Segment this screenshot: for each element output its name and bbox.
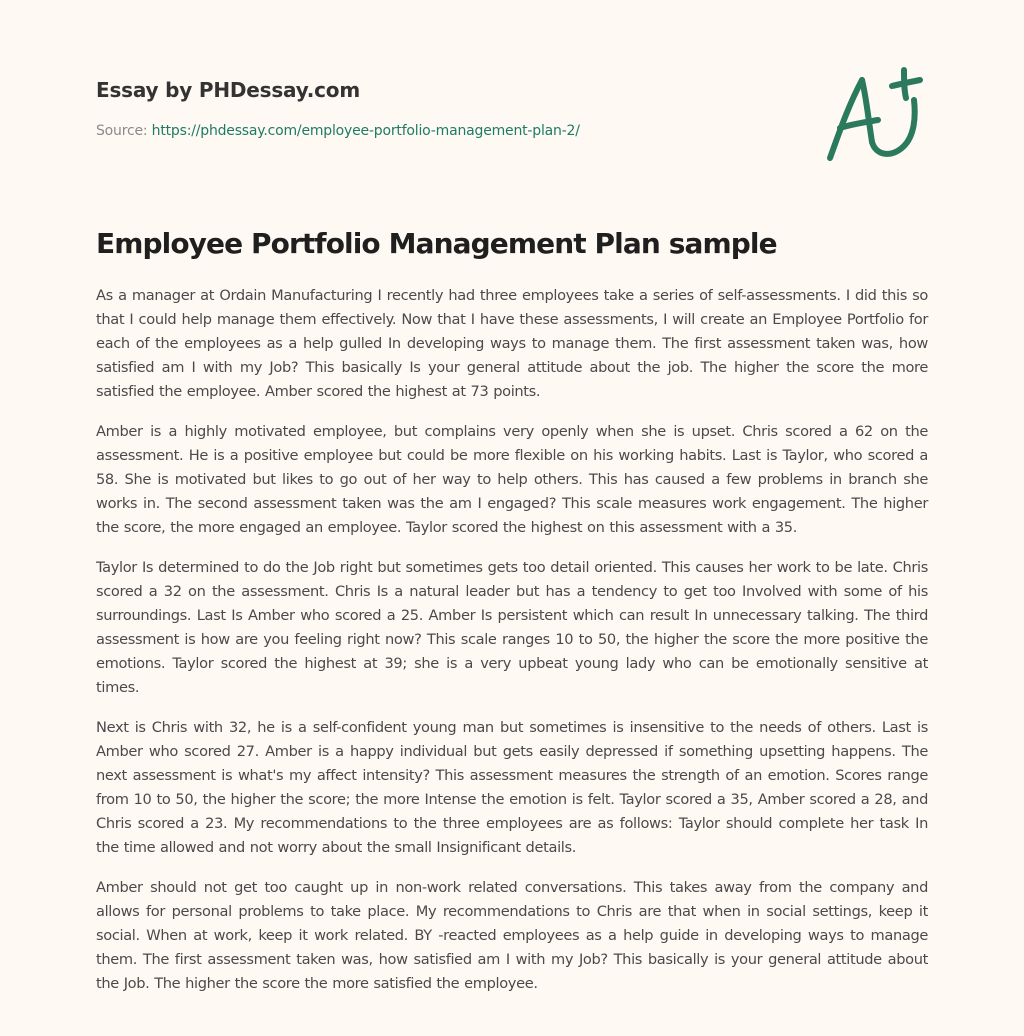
- essay-paragraph: Amber is a highly motivated employee, but complains very openly when she is upset. Chris scored a 62 on the assessment. He is a positive employee but could be more flexible on his working habits. Last is Taylor, who scored a 58. She is motivated but likes to go out of her way to help others. This has caused a few problems in branch she works in. The second assessment taken was the am I engaged? This scale measures work engagement. The higher the score, the more engaged an employee. Taylor scored the highest on this assessment with a 35.: [96, 423, 928, 536]
- page-title: Employee Portfolio Management Plan sample: [96, 227, 777, 260]
- site-header: [96, 76, 816, 141]
- essay-paragraph: Next is Chris with 32, he is a self-confident young man but sometimes is insensitive to the needs of others. Last is Amber who scored 27. Amber is a happy individual but gets easily depressed if something upsetting happens. The next assessment is what's my affect intensity? This assessment measures the strength of an emotion. Scores range from 10 to 50, the higher the score; the more Intense the emotion is felt. Taylor scored a 35, Amber scored a 28, and Chris scored a 23. My recommendations to the three employees are as follows: Taylor should complete her task In the time allowed and not worry about the small Insignificant details.: [96, 719, 928, 856]
- essay-body: [96, 284, 928, 1012]
- a-plus-grade-icon: [820, 66, 930, 166]
- essay-paragraph: Amber should not get too caught up in non-work related conversations. This takes away from the company and allows for personal problems to take place. My recommendations to Chris are that when in social settings, keep it social. When at work, keep it work related. BY -reacted employees as a help guide in developing ways to manage them. The first assessment taken was, how satisfied am I with my Job? This basically is your general attitude about the Job. The higher the score the more satisfied the employee.: [96, 879, 928, 992]
- essay-paragraph: As a manager at Ordain Manufacturing I recently had three employees take a series of self-assessments. I did this so that I could help manage them effectively. Now that I have these assessments, I will create an Employee Portfolio for each of the employees as a help gulled In developing ways to manage them. The first assessment taken was, how satisfied am I with my Job? This basically Is your general attitude about the job. The higher the score the more satisfied the employee. Amber scored the highest at 73 points.: [96, 287, 928, 400]
- source-label: Source:: [96, 123, 148, 139]
- site-title: Essay by PHDessay.com: [96, 78, 360, 102]
- essay-paragraph: Taylor Is determined to do the Job right but sometimes gets too detail oriented. This causes her work to be late. Chris scored a 32 on the assessment. Chris Is a natural leader but has a tendency to get too Involved with some of his surroundings. Last Is Amber who scored a 25. Amber Is persistent which can result In unnecessary talking. The third assessment is how are you feeling right now? This scale ranges 10 to 50, the higher the score the more positive the emotions. Taylor scored the highest at 39; she is a very upbeat young lady who can be emotionally sensitive at times.: [96, 559, 928, 696]
- source-line: [96, 121, 816, 141]
- source-link[interactable]: https://phdessay.com/employee-portfolio-management-plan-2/: [151, 123, 580, 139]
